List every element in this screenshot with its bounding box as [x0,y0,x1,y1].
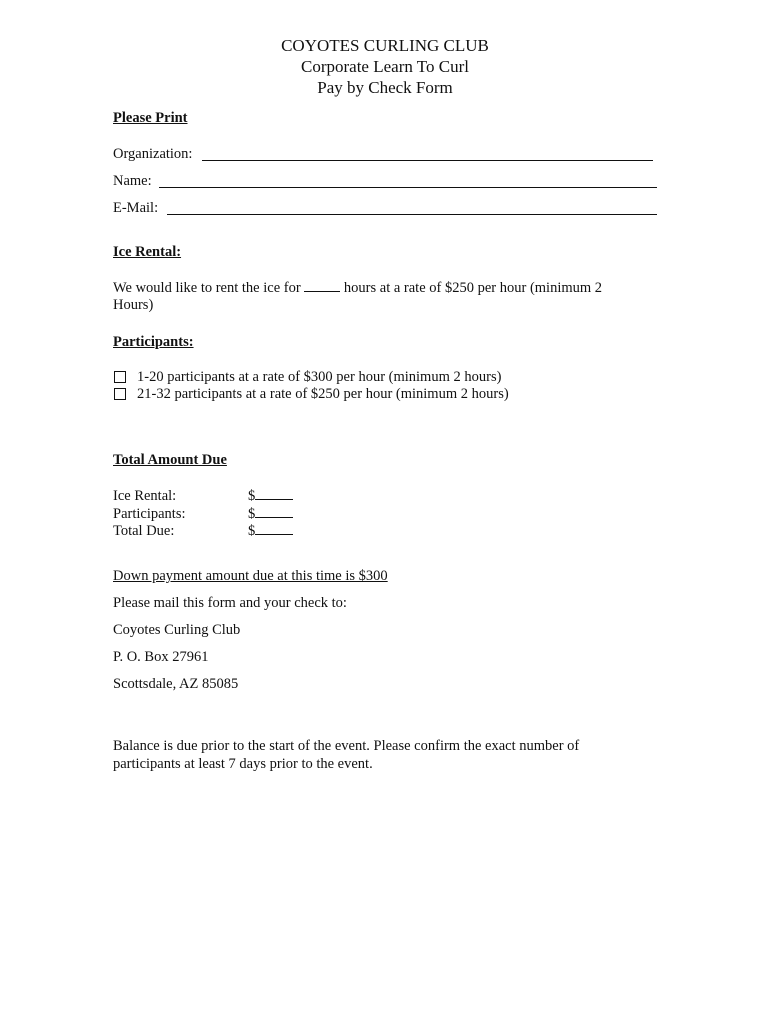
participants-amount-blank[interactable] [255,516,293,518]
balance-note-line-2: participants at least 7 days prior to the event. [113,756,373,772]
club-title: COYOTES CURLING CLUB [281,36,489,55]
address-line-2: P. O. Box 27961 [113,649,209,665]
ice-rental-amount-blank[interactable] [255,498,293,500]
please-print-heading: Please Print [113,110,188,126]
form-title: Pay by Check Form [317,78,453,97]
down-payment-note: Down payment amount due at this time is $300 [113,568,388,584]
participants-option-1-checkbox[interactable] [114,371,126,383]
balance-note-line-1: Balance is due prior to the start of the event. Please confirm the exact number of [113,738,580,754]
ice-rental-text-after: hours at a rate of $250 per hour (minimum 2 [343,280,603,296]
organization-field[interactable] [202,160,653,161]
participants-option-2-label: 21-32 participants at a rate of $250 per hour (minimum 2 hours) [137,386,509,402]
ice-rental-total-label: Ice Rental: [113,488,177,504]
name-label: Name: [113,173,152,189]
participants-option-2-checkbox[interactable] [114,388,126,400]
form-subtitle: Corporate Learn To Curl [301,57,469,76]
currency-symbol: $ [248,523,256,539]
ice-rental-text [113,280,602,297]
total-due-field[interactable] [248,523,293,540]
currency-symbol: $ [248,488,256,504]
participants-option-1-label: 1-20 participants at a rate of $300 per hour (minimum 2 hours) [137,369,502,385]
participants-total-field[interactable] [248,506,293,523]
ice-rental-text-before: We would like to rent the ice for [113,280,301,296]
ice-rental-text-line2: Hours) [113,297,154,313]
mail-instruction: Please mail this form and your check to: [113,595,347,611]
total-amount-heading: Total Amount Due [113,452,227,468]
organization-label: Organization: [113,146,193,162]
email-field[interactable] [167,214,657,215]
total-due-amount-blank[interactable] [255,533,293,535]
address-line-1: Coyotes Curling Club [113,622,241,638]
name-field[interactable] [159,187,657,188]
ice-hours-field[interactable] [304,290,340,292]
ice-rental-total-field[interactable] [248,488,293,505]
participants-heading: Participants: [113,334,194,350]
address-line-3: Scottsdale, AZ 85085 [113,676,239,692]
currency-symbol: $ [248,506,256,522]
email-label: E-Mail: [113,200,159,216]
ice-rental-heading: Ice Rental: [113,244,182,260]
total-due-label: Total Due: [113,523,175,539]
participants-total-label: Participants: [113,506,186,522]
